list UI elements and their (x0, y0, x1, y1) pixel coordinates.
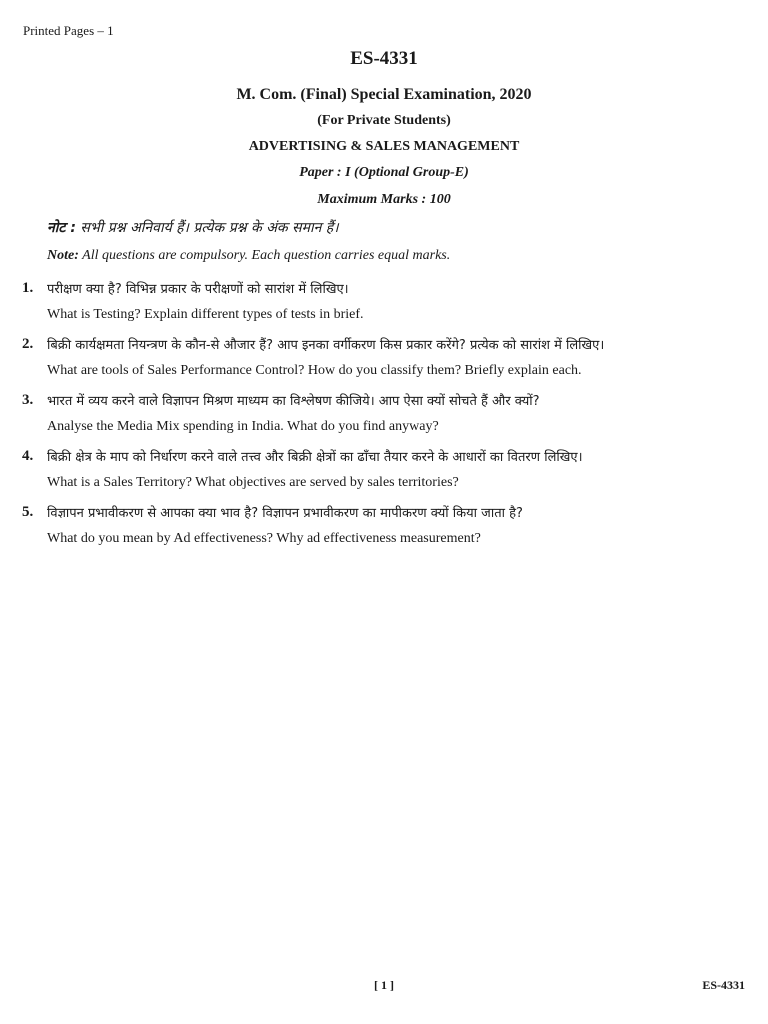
question-hindi: परीक्षण क्या है? विभिन्न प्रकार के परीक्षणों को सारांश में लिखिए। (47, 282, 349, 297)
note-hindi (47, 218, 339, 237)
question-english: What do you mean by Ad effectiveness? Why ad effectiveness measurement? (47, 531, 481, 546)
question-hindi: बिक्री क्षेत्र के माप को निर्धारण करने वाले तत्त्व और बिक्री क्षेत्रों का ढाँचा तैयार करने के आधारों का वितरण लिखिए। (47, 450, 583, 465)
note-english-label: Note: (47, 248, 79, 263)
note-english (47, 248, 450, 264)
paper-info: Paper : I (Optional Group-E) (299, 165, 469, 180)
page-number: [ 1 ] (374, 978, 394, 992)
printed-pages: Printed Pages – 1 (23, 23, 114, 38)
note-hindi-label: नोट : (47, 220, 76, 236)
question-english: What is Testing? Explain different types of tests in brief. (47, 307, 364, 322)
question-number: 4. (22, 448, 34, 464)
for-private-students: (For Private Students) (317, 113, 451, 128)
maximum-marks: Maximum Marks : 100 (317, 192, 451, 207)
subject-title: ADVERTISING & SALES MANAGEMENT (248, 139, 520, 154)
question-english: What is a Sales Territory? What objectives are served by sales territories? (47, 475, 459, 490)
question-hindi: विज्ञापन प्रभावीकरण से आपका क्या भाव है? विज्ञापन प्रभावीकरण का मापीकरण क्यों किया जाता है? (47, 506, 523, 521)
question-hindi: बिक्री कार्यक्षमता नियन्त्रण के कौन-से औजार हैं? आप इनका वर्गीकरण किस प्रकार करेंगे? प्रत्येक को सारांश में लिखिए। (47, 338, 605, 353)
note-english-text: All questions are compulsory. Each question carries equal marks. (82, 248, 451, 263)
paper-code: ES-4331 (350, 48, 418, 69)
footer-paper-code: ES-4331 (702, 978, 745, 992)
question-english: What are tools of Sales Performance Control? How do you classify them? Briefly explain each. (47, 363, 582, 378)
question-number: 3. (22, 392, 34, 408)
question-english: Analyse the Media Mix spending in India. What do you find anyway? (47, 419, 439, 434)
question-number: 1. (22, 280, 34, 296)
exam-title: M. Com. (Final) Special Examination, 2020 (236, 86, 532, 103)
question-number: 2. (22, 336, 34, 352)
question-number: 5. (22, 504, 34, 520)
note-hindi-text: सभी प्रश्न अनिवार्य हैं। प्रत्येक प्रश्न के अंक समान हैं। (80, 220, 339, 236)
question-hindi: भारत में व्यय करने वाले विज्ञापन मिश्रण माध्यम का विश्लेषण कीजिये। आप ऐसा क्यों सोचते हैं और क्यों? (47, 394, 540, 409)
